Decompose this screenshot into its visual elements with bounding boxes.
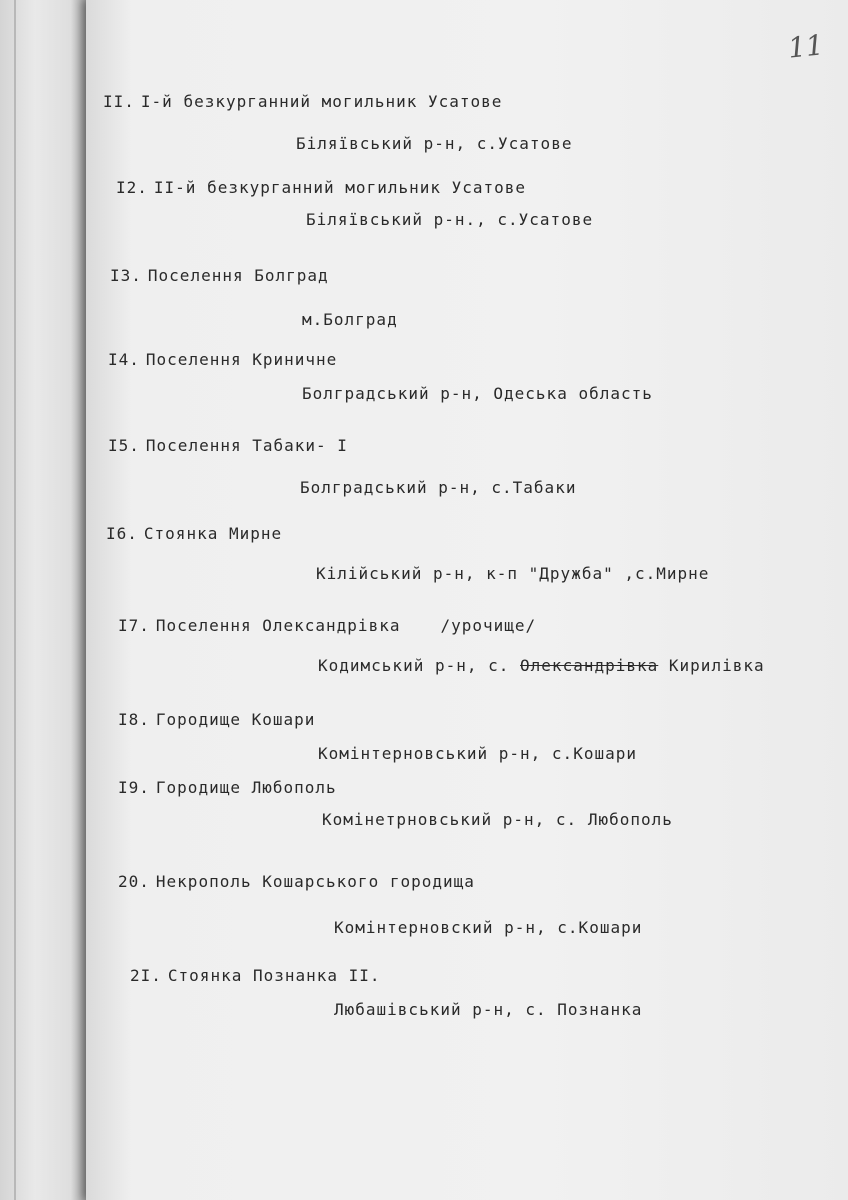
entry-location: Любашівський р-н, с. Познанка: [334, 1000, 643, 1019]
entry-title: [110, 266, 329, 285]
entry-number: II.: [103, 92, 135, 111]
entry-title-text: Городище Кошари: [155, 710, 316, 729]
entry-number: I8.: [118, 710, 150, 729]
entry-title-text: Поселення Табаки- I: [145, 436, 348, 455]
entry-title-text: Поселення Олександрівка: [155, 616, 401, 635]
previous-page-edge: [0, 0, 88, 1200]
entry-location: Комінетрновський р-н, с. Любополь: [322, 810, 673, 829]
entry-note: /урочище/: [440, 616, 537, 635]
entry-number: I3.: [110, 266, 142, 285]
entry-title-text: I-й безкурганний могильник Усатове: [140, 92, 503, 111]
entry-title: [106, 524, 282, 543]
entry-title: [130, 966, 381, 985]
entry-location: м.Болград: [302, 310, 398, 329]
entry-title: [108, 436, 348, 455]
entry-location: Комінтерновский р-н, с.Кошари: [334, 918, 643, 937]
entry-number: I7.: [118, 616, 150, 635]
entry-location: Кілійський р-н, к-п "Дружба" ,с.Мирне: [316, 564, 710, 583]
entry-location: [318, 656, 765, 675]
entry-title-text: Некрополь Кошарського городища: [155, 872, 475, 891]
entry-location: Болградський р-н, Одеська область: [302, 384, 653, 403]
entry-number: I6.: [106, 524, 138, 543]
corrected-village-name: Кирилівка: [668, 656, 765, 675]
struck-out-village-name: Олександрівка: [520, 656, 659, 675]
entry-number: I4.: [108, 350, 140, 369]
entry-title-text: Поселення Криничне: [145, 350, 338, 369]
entry-title: [118, 616, 536, 635]
entry-title: [108, 350, 337, 369]
entry-location: Комінтерновський р-н, с.Кошари: [318, 744, 637, 763]
entry-title: [118, 710, 315, 729]
handwritten-page-number: 11: [786, 28, 826, 65]
entry-title: [116, 178, 526, 197]
entry-title-text: Поселення Болград: [147, 266, 329, 285]
location-prefix: Кодимський р-н, с.: [318, 656, 510, 675]
entry-title: [118, 778, 337, 797]
entry-number: I5.: [108, 436, 140, 455]
entry-location: Болградський р-н, с.Табаки: [300, 478, 577, 497]
entry-title-text: Стоянка Познанка II.: [167, 966, 381, 985]
entry-title-text: Стоянка Мирне: [143, 524, 283, 543]
entry-title-text: II-й безкурганний могильник Усатове: [153, 178, 527, 197]
entry-title: [118, 872, 475, 891]
entry-title: [103, 92, 502, 111]
entry-number: I9.: [118, 778, 150, 797]
entry-location: Біляївський р-н., с.Усатове: [306, 210, 594, 229]
entry-location: Біляївський р-н, с.Усатове: [296, 134, 573, 153]
entry-number: 20.: [118, 872, 150, 891]
entry-title-text: Городище Любополь: [155, 778, 337, 797]
entry-number: I2.: [116, 178, 148, 197]
entry-number: 2I.: [130, 966, 162, 985]
